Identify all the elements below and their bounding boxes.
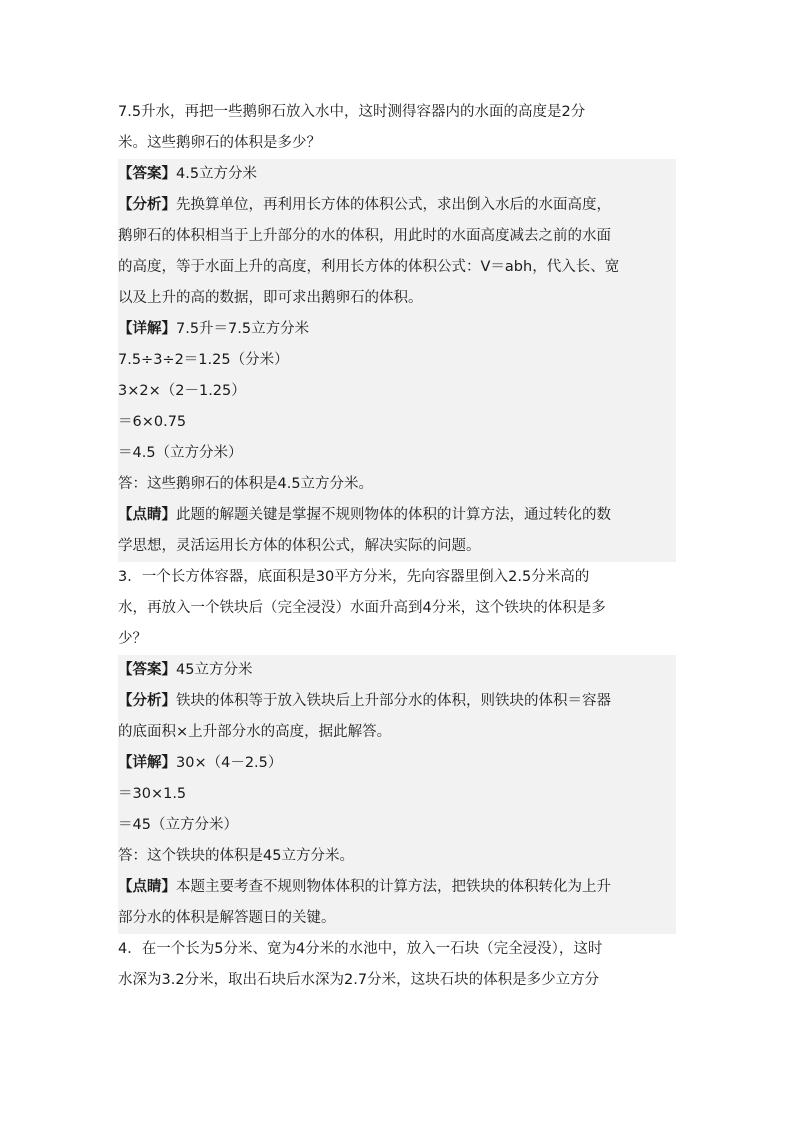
section-tag: 【点睛】 — [118, 507, 176, 523]
section-tag: 【分析】 — [118, 693, 176, 709]
section-tag: 【详解】 — [118, 755, 176, 771]
line-text: ＝4.5（立方分米） — [118, 445, 243, 461]
text-line — [118, 593, 676, 624]
text-line — [118, 686, 676, 717]
text-line — [118, 872, 676, 903]
text-line — [118, 500, 676, 531]
line-text: 3×2×（2－1.25） — [118, 383, 246, 399]
line-text: 45立方分米 — [176, 662, 253, 678]
text-line — [118, 717, 676, 748]
text-line — [118, 965, 676, 996]
text-line — [118, 655, 676, 686]
line-text: 7.5升水，再把一些鹅卵石放入水中，这时测得容器内的水面的高度是2分 — [118, 104, 586, 120]
line-text: 部分水的体积是解答题日的关键。 — [118, 910, 336, 926]
document-body — [118, 97, 676, 996]
line-text: 答：这些鹅卵石的体积是4.5立方分米。 — [118, 476, 374, 492]
line-text: 先换算单位，再利用长方体的体积公式，求出倒入水后的水面高度， — [176, 197, 611, 213]
text-line — [118, 934, 676, 965]
line-text: 答：这个铁块的体积是45立方分米。 — [118, 848, 354, 864]
text-line — [118, 810, 676, 841]
section-tag: 【答案】 — [118, 662, 176, 678]
section-tag: 【答案】 — [118, 166, 176, 182]
text-line — [118, 376, 676, 407]
line-text: 的底面积×上升部分水的高度，据此解答。 — [118, 724, 392, 740]
line-text: 鹅卵石的体积相当于上升部分的水的体积，用此时的水面高度减去之前的水面 — [118, 228, 611, 244]
text-line — [118, 221, 676, 252]
text-line — [118, 252, 676, 283]
text-line — [118, 128, 676, 159]
text-line — [118, 97, 676, 128]
section-tag: 【点睛】 — [118, 879, 176, 895]
line-text: 本题主要考查不规则物体体积的计算方法，把铁块的体积转化为上升 — [176, 879, 611, 895]
text-line — [118, 841, 676, 872]
line-text: 4.5立方分米 — [176, 166, 258, 182]
text-line — [118, 562, 676, 593]
line-text: 此题的解题关键是掌握不规则物体的体积的计算方法，通过转化的数 — [176, 507, 611, 523]
text-line — [118, 438, 676, 469]
text-line — [118, 283, 676, 314]
text-line — [118, 407, 676, 438]
text-line — [118, 531, 676, 562]
line-text: 米。这些鹅卵石的体积是多少？ — [118, 135, 321, 151]
line-text: ＝30×1.5 — [118, 786, 187, 802]
line-text: 7.5÷3÷2＝1.25（分米） — [118, 352, 289, 368]
text-line — [118, 190, 676, 221]
line-text: 学思想，灵活运用长方体的体积公式，解决实际的问题。 — [118, 538, 481, 554]
line-text: 的高度，等于水面上升的高度，利用长方体的体积公式：V＝abh，代入长、宽 — [118, 259, 620, 275]
text-line — [118, 903, 676, 934]
line-text: 3．一个长方体容器，底面积是30平方分米，先向容器里倒入2.5分米高的 — [118, 569, 590, 585]
line-text: 30×（4－2.5） — [176, 755, 283, 771]
line-text: 铁块的体积等于放入铁块后上升部分水的体积，则铁块的体积＝容器 — [176, 693, 611, 709]
text-line — [118, 345, 676, 376]
line-text: ＝45（立方分米） — [118, 817, 238, 833]
line-text: 以及上升的高的数据，即可求出鹅卵石的体积。 — [118, 290, 423, 306]
text-line — [118, 469, 676, 500]
text-line — [118, 748, 676, 779]
section-tag: 【详解】 — [118, 321, 176, 337]
line-text: 4．在一个长为5分米、宽为4分米的水池中，放入一石块（完全浸没），这时 — [118, 941, 603, 957]
section-tag: 【分析】 — [118, 197, 176, 213]
line-text: 7.5升＝7.5立方分米 — [176, 321, 310, 337]
line-text: ＝6×0.75 — [118, 414, 187, 430]
line-text: 少？ — [118, 631, 147, 647]
text-line — [118, 159, 676, 190]
line-text: 水，再放入一个铁块后（完全浸没）水面升高到4分米，这个铁块的体积是多 — [118, 600, 606, 616]
text-line — [118, 779, 676, 810]
text-line — [118, 624, 676, 655]
text-line — [118, 314, 676, 345]
line-text: 水深为3.2分米，取出石块后水深为2.7分米，这块石块的体积是多少立方分 — [118, 972, 600, 988]
